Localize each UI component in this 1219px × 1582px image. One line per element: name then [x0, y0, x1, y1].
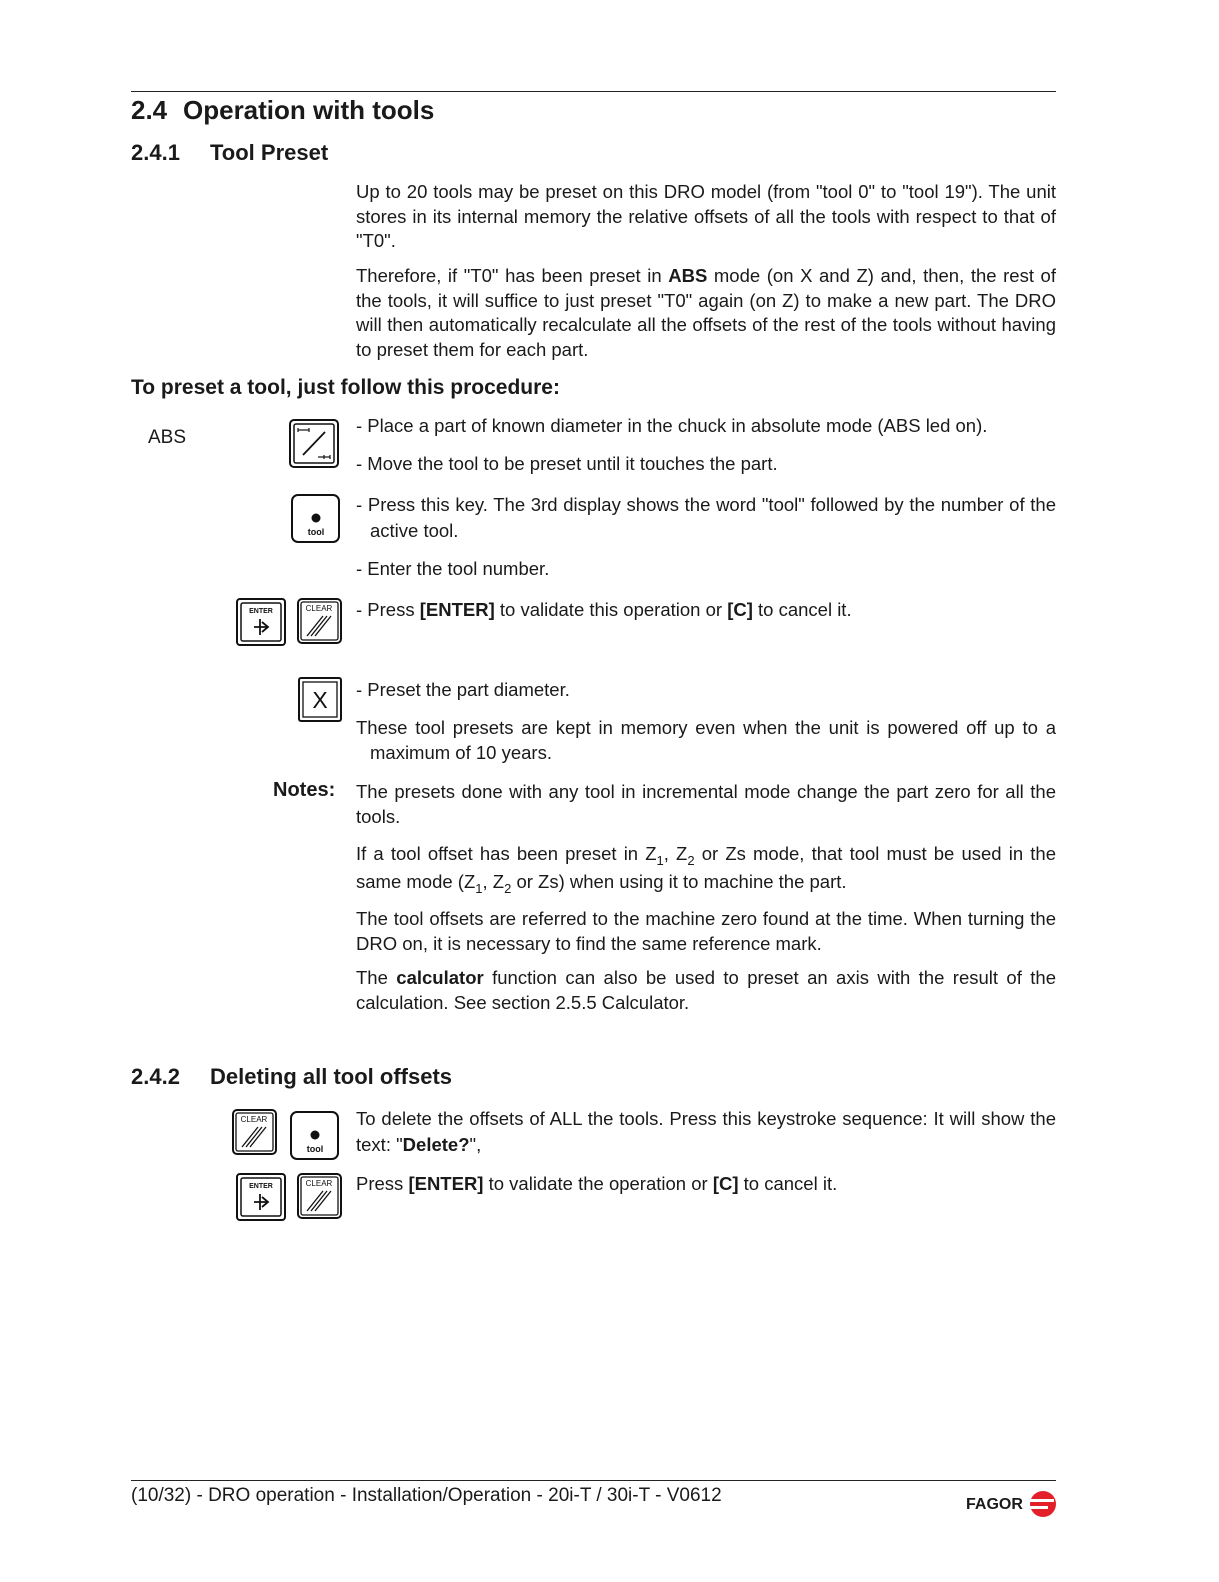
x-key-label: X	[312, 687, 328, 713]
footer-rule	[131, 1480, 1056, 1481]
memory-note: These tool presets are kept in memory even when the unit is powered off up to a maximum of 10 years.	[356, 717, 1056, 763]
note-machine-zero: The tool offsets are referred to the machine zero found at the time. When turning the DRO on, it is necessary to find the same reference mark.	[356, 908, 1056, 954]
enter-key-icon	[236, 598, 286, 646]
note-incremental-mode: The presets done with any tool in incremental mode change the part zero for all the tools.	[356, 781, 1056, 827]
clear-key-icon-3	[297, 1173, 342, 1219]
step-place-part: - Place a part of known diameter in the chuck in absolute mode (ABS led on).	[356, 415, 988, 436]
enter-key-label: ENTER	[249, 608, 273, 615]
fagor-logo-text: FAGOR	[966, 1496, 1023, 1513]
clear-key-label: CLEAR	[305, 1179, 333, 1188]
clear-key-label: CLEAR	[240, 1115, 268, 1124]
step-move-tool: - Move the tool to be preset until it touches the part.	[356, 453, 778, 474]
procedure-title: To preset a tool, just follow this procedure:	[131, 376, 560, 399]
note-calculator: The calculator function can also be used to preset an axis with the result of the calculation. See section 2.5.5 Calculator.	[356, 967, 1056, 1013]
abs-label: ABS	[148, 427, 187, 448]
delete-confirm: Press [ENTER] to validate the operation or [C] to cancel it.	[356, 1173, 838, 1194]
x-key-icon	[298, 677, 342, 722]
header-rule	[131, 91, 1056, 92]
tool-key-icon-2	[290, 1111, 340, 1161]
step-preset-diameter: - Preset the part diameter.	[356, 679, 570, 700]
enter-key-icon-2	[236, 1173, 286, 1221]
intro-paragraph-1: Up to 20 tools may be preset on this DRO model (from "tool 0" to "tool 19"). The unit stores in its internal memory the relative offsets of all the tools with respect to that of "T0".	[356, 181, 1056, 251]
footer-text: (10/32) - DRO operation - Installation/Operation - 20i-T / 30i-T - V0612	[131, 1485, 722, 1506]
tool-key-label: tool	[307, 527, 325, 537]
step-press-tool-key: - Press this key. The 3rd display shows the word "tool" followed by the number of the active tool.	[356, 494, 1056, 541]
tool-key-label: tool	[306, 1144, 324, 1154]
intro-paragraph-2: Therefore, if "T0" has been preset in ABS mode (on X and Z) and, then, the rest of the tools, it will suffice to just preset "T0" again (on Z) to make a new part. The DRO will then automatically recalculate all the offsets of the rest of the tools without having to preset them for each part.	[356, 265, 1056, 360]
step-press-enter: - Press [ENTER] to validate this operation or [C] to cancel it.	[356, 599, 852, 620]
notes-label: Notes:	[273, 779, 336, 801]
delete-instruction: To delete the offsets of ALL the tools. Press this keystroke sequence: It will show the text: "Delete?",	[356, 1108, 1056, 1155]
subsection-heading-deleting: 2.4.2 Deleting all tool offsets	[131, 1064, 453, 1089]
note-z-modes: If a tool offset has been preset in $Z_1$, $Z_2$ or Zs mode, that tool must be used in the same mode ($Z_1$, $Z_2$ or Zs) when using it to machine the part.	[356, 843, 1056, 896]
clear-key-icon	[297, 598, 342, 644]
clear-key-label: CLEAR	[305, 604, 333, 613]
tool-key-icon	[291, 494, 341, 544]
abs-inc-key-icon	[289, 419, 339, 468]
fagor-logo	[966, 1489, 1058, 1523]
section-heading: 2.4 Operation with tools	[131, 95, 435, 125]
enter-key-label: ENTER	[249, 1183, 273, 1190]
step-enter-tool-number: - Enter the tool number.	[356, 558, 550, 579]
clear-key-icon-2	[232, 1109, 277, 1155]
subsection-heading-tool-preset: 2.4.1 Tool Preset	[131, 140, 329, 165]
